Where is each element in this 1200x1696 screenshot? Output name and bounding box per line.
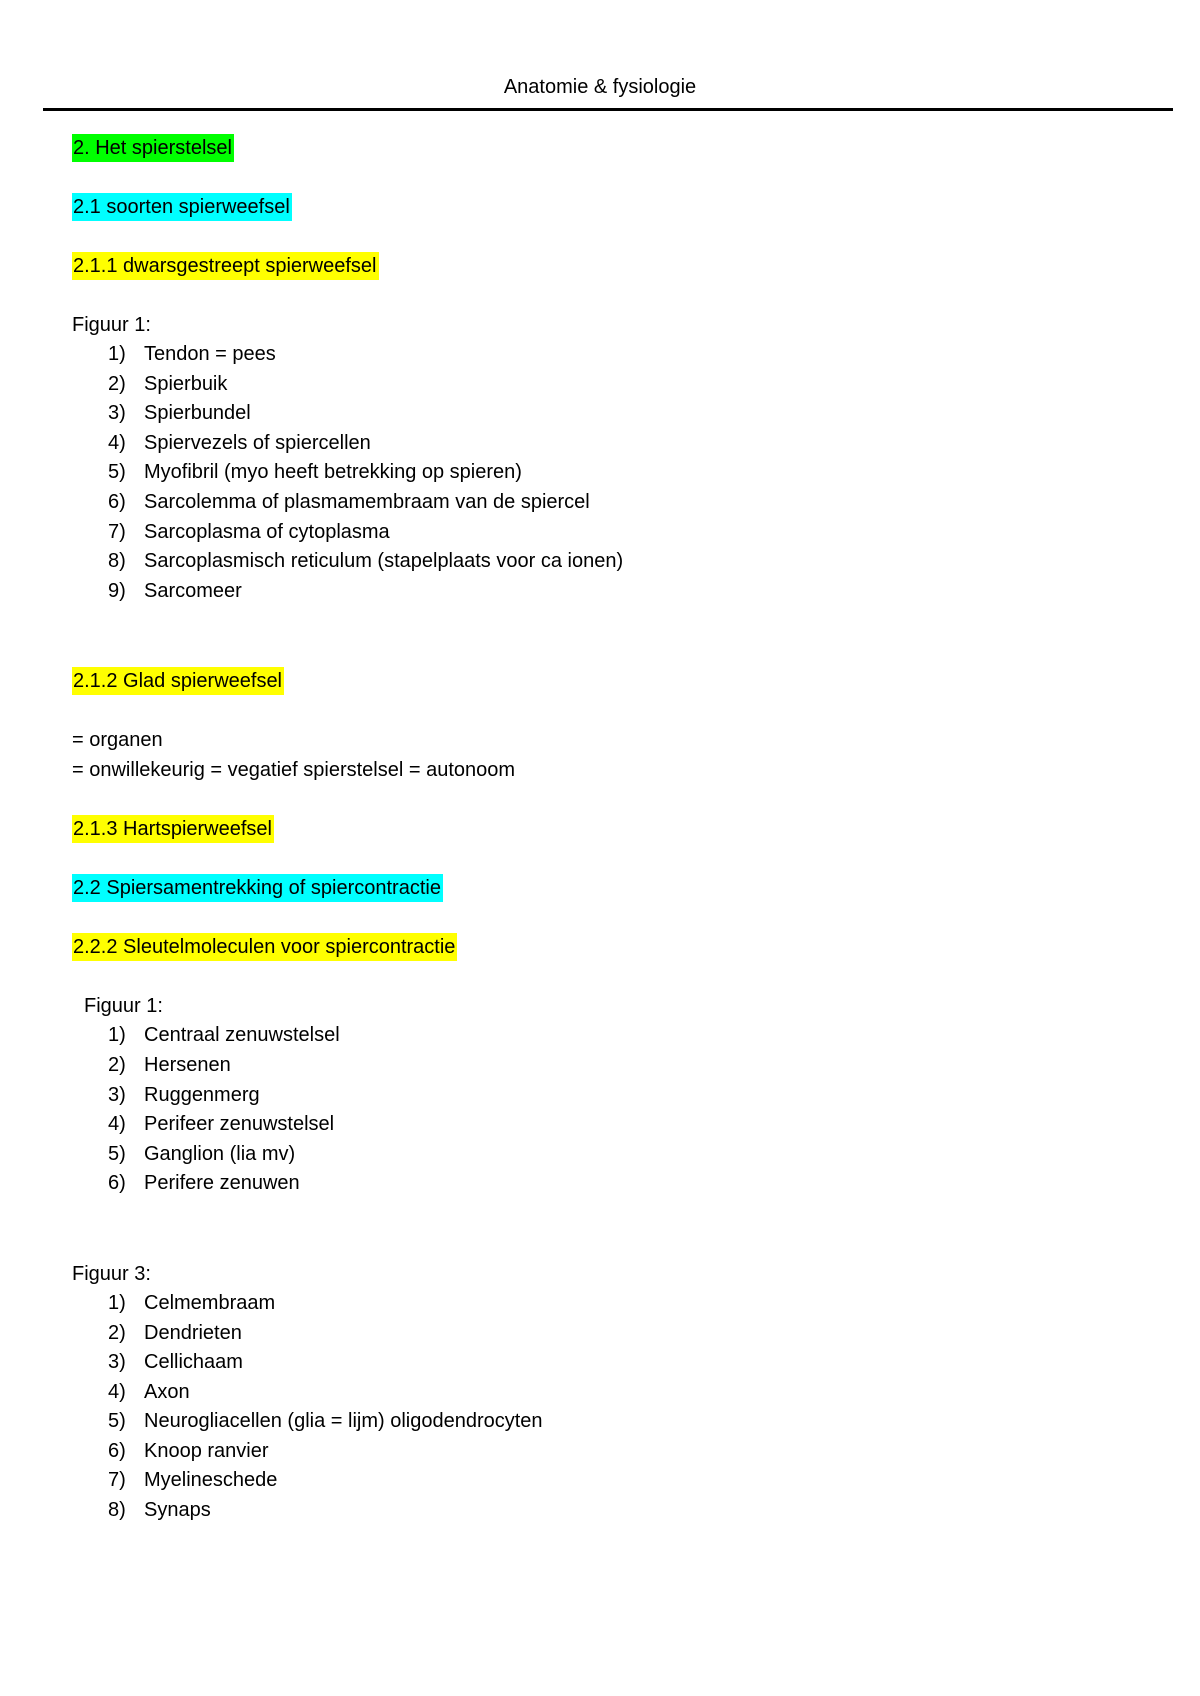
heading-sleutelmoleculen: 2.2.2 Sleutelmoleculen voor spiercontractie — [72, 933, 457, 961]
list-item-text: Celmembraam — [144, 1291, 276, 1314]
list-item-number: 5) — [108, 1410, 126, 1433]
list-item-number: 2) — [108, 1321, 126, 1344]
list-item-number: 3) — [108, 1351, 126, 1374]
list-item-number: 1) — [108, 343, 126, 365]
list-item-text: Knoop ranvier — [144, 1439, 269, 1462]
glad-line-organen: = organen — [72, 729, 163, 752]
list-item — [72, 518, 1152, 548]
list-item-text: Perifeer zenuwstelsel — [144, 1113, 335, 1136]
list-item — [72, 1496, 1152, 1526]
list-item — [72, 1466, 1152, 1496]
list-item — [72, 340, 1152, 370]
list-item-number: 3) — [108, 1083, 126, 1106]
list-item-text: Spierbundel — [144, 402, 251, 425]
list-item-text: Myofibril (myo heeft betrekking op spieren) — [144, 461, 522, 484]
list-item-number: 7) — [108, 520, 126, 543]
list-item-number: 3) — [108, 402, 126, 425]
list-item-text: Cellichaam — [144, 1351, 243, 1374]
list-item-text: Myelineschede — [144, 1469, 278, 1492]
list-item-number: 8) — [108, 1499, 126, 1522]
heading-spiersamentrekking: 2.2 Spiersamentrekking of spiercontractie — [72, 874, 443, 902]
list-item-text: Sarcoplasma of cytoplasma — [144, 520, 390, 543]
figure-3-label: Figuur 3: — [72, 1262, 151, 1285]
heading-dwarsgestreept-spierweefsel: 2.1.1 dwarsgestreept spierweefsel — [72, 252, 379, 280]
list-item — [72, 1289, 1152, 1319]
figure-1-list — [72, 340, 1152, 606]
figure-1-label: Figuur 1: — [72, 314, 151, 336]
list-item — [72, 1021, 1152, 1051]
list-item-text: Ruggenmerg — [144, 1083, 260, 1106]
list-item — [72, 370, 1152, 400]
header-divider — [43, 108, 1173, 111]
glad-line-onwillekeurig: = onwillekeurig = vegatief spierstelsel = autonoom — [72, 759, 516, 782]
list-item — [72, 1348, 1152, 1378]
list-item — [72, 488, 1152, 518]
list-item — [72, 1319, 1152, 1349]
heading-soorten-spierweefsel: 2.1 soorten spierweefsel — [72, 193, 292, 221]
list-item-text: Synaps — [144, 1499, 211, 1522]
list-item — [72, 1437, 1152, 1467]
list-item-text: Centraal zenuwstelsel — [144, 1024, 340, 1047]
list-item-text: Dendrieten — [144, 1321, 242, 1344]
list-item — [72, 547, 1152, 577]
list-item-text: Sarcomeer — [144, 579, 242, 602]
list-item-text: Tendon = pees — [144, 343, 276, 365]
list-item-text: Neurogliacellen (glia = lijm) oligodendrocyten — [144, 1410, 543, 1433]
list-item-text: Perifere zenuwen — [144, 1172, 300, 1195]
list-item — [72, 577, 1152, 607]
list-item-number: 4) — [108, 431, 126, 454]
list-item — [72, 1140, 1152, 1170]
list-item — [72, 1378, 1152, 1408]
list-item-number: 8) — [108, 550, 126, 573]
list-item-text: Ganglion (lia mv) — [144, 1142, 296, 1165]
list-item — [72, 1110, 1152, 1140]
list-item-number: 2) — [108, 372, 126, 395]
heading-het-spierstelsel: 2. Het spierstelsel — [72, 134, 234, 162]
figure-1b-label: Figuur 1: — [84, 995, 163, 1018]
document-body — [72, 133, 1152, 1526]
figure-3-list — [72, 1289, 1152, 1526]
list-item-number: 4) — [108, 1113, 126, 1136]
list-item — [72, 1169, 1152, 1199]
list-item-number: 6) — [108, 1172, 126, 1195]
list-item-number: 5) — [108, 461, 126, 484]
list-item-text: Spiervezels of spiercellen — [144, 431, 371, 454]
heading-glad-spierweefsel: 2.1.2 Glad spierweefsel — [72, 667, 284, 695]
page-header-title: Anatomie & fysiologie — [503, 76, 697, 98]
list-item — [72, 1407, 1152, 1437]
list-item — [72, 429, 1152, 459]
list-item-number: 5) — [108, 1142, 126, 1165]
list-item-number: 1) — [108, 1024, 126, 1047]
list-item-text: Hersenen — [144, 1053, 231, 1076]
list-item-text: Axon — [144, 1380, 190, 1403]
list-item-text: Spierbuik — [144, 372, 228, 395]
list-item-number: 6) — [108, 1439, 126, 1462]
heading-hartspierweefsel: 2.1.3 Hartspierweefsel — [72, 815, 274, 843]
list-item-text: Sarcolemma of plasmamembraam van de spiercel — [144, 490, 590, 513]
list-item-text: Sarcoplasmisch reticulum (stapelplaats voor ca ionen) — [144, 550, 624, 573]
list-item — [72, 458, 1152, 488]
list-item-number: 7) — [108, 1469, 126, 1492]
figure-1b-list — [72, 1021, 1152, 1199]
list-item — [72, 399, 1152, 429]
list-item-number: 6) — [108, 490, 126, 513]
list-item-number: 2) — [108, 1053, 126, 1076]
list-item-number: 4) — [108, 1380, 126, 1403]
list-item-number: 9) — [108, 579, 126, 602]
list-item — [72, 1051, 1152, 1081]
list-item — [72, 1081, 1152, 1111]
list-item-number: 1) — [108, 1291, 126, 1314]
